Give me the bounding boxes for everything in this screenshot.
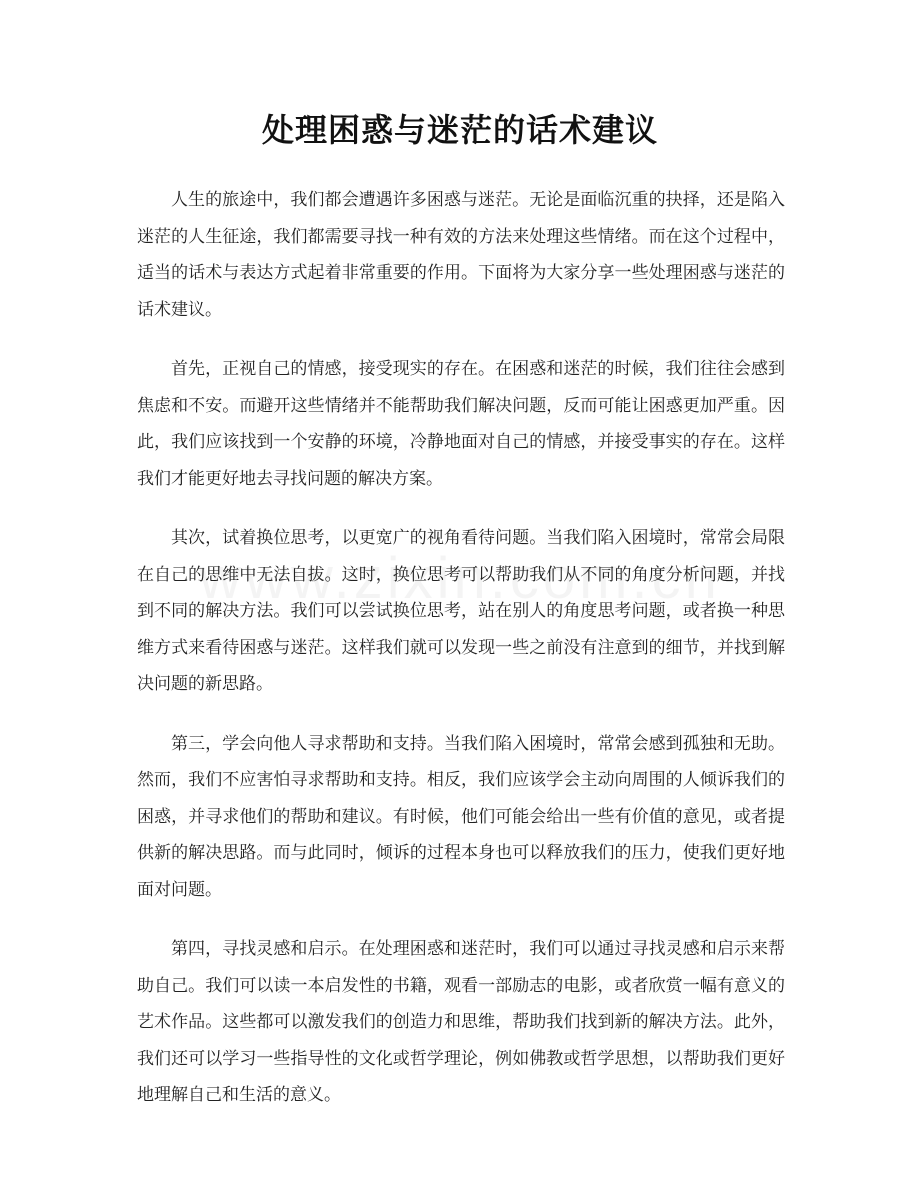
document-body — [137, 182, 785, 1137]
paragraph-third: 第三，学会向他人寻求帮助和支持。当我们陷入困境时，常常会感到孤独和无助。然而，我们不应害怕寻求帮助和支持。相反，我们应该学会主动向周围的人倾诉我们的困惑，并寻求他们的帮助和建议。有时候，他们可能会给出一些有价值的意见，或者提供新的解决思路。而与此同时，倾诉的过程本身也可以释放我们的压力，使我们更好地面对问题。 — [137, 733, 785, 900]
paragraph-second: 其次，试着换位思考，以更宽广的视角看待问题。当我们陷入困境时，常常会局限在自己的思维中无法自拔。这时，换位思考可以帮助我们从不同的角度分析问题，并找到不同的解决方法。我们可以尝试换位思考，站在别人的角度思考问题，或者换一种思维方式来看待困惑与迷茫。这样我们就可以发现一些之前没有注意到的细节，并找到解决问题的新思路。 — [137, 528, 785, 694]
document-title: 处理困惑与迷茫的话术建议 — [261, 111, 658, 149]
paragraph-first: 首先，正视自己的情感，接受现实的存在。在困惑和迷茫的时候，我们往往会感到焦虑和不安。而避开这些情绪并不能帮助我们解决问题，反而可能让困惑更加严重。因此，我们应该找到一个安静的环境，冷静地面对自己的情感，并接受事实的存在。这样我们才能更好地去寻找问题的解决方案。 — [137, 359, 785, 489]
paragraph-fourth: 第四，寻找灵感和启示。在处理困惑和迷茫时，我们可以通过寻找灵感和启示来帮助自己。我们可以读一本启发性的书籍，观看一部励志的电影，或者欣赏一幅有意义的艺术作品。这些都可以激发我们的创造力和思维，帮助我们找到新的解决方法。此外，我们还可以学习一些指导性的文化或哲学理论，例如佛教或哲学思想，以帮助我们更好地理解自己和生活的意义。 — [137, 939, 785, 1105]
paragraph-intro: 人生的旅途中，我们都会遭遇许多困惑与迷茫。无论是面临沉重的抉择，还是陷入迷茫的人生征途，我们都需要寻找一种有效的方法来处理这些情绪。而在这个过程中，适当的话术与表达方式起着非常重要的作用。下面将为大家分享一些处理困惑与迷茫的话术建议。 — [137, 190, 785, 320]
